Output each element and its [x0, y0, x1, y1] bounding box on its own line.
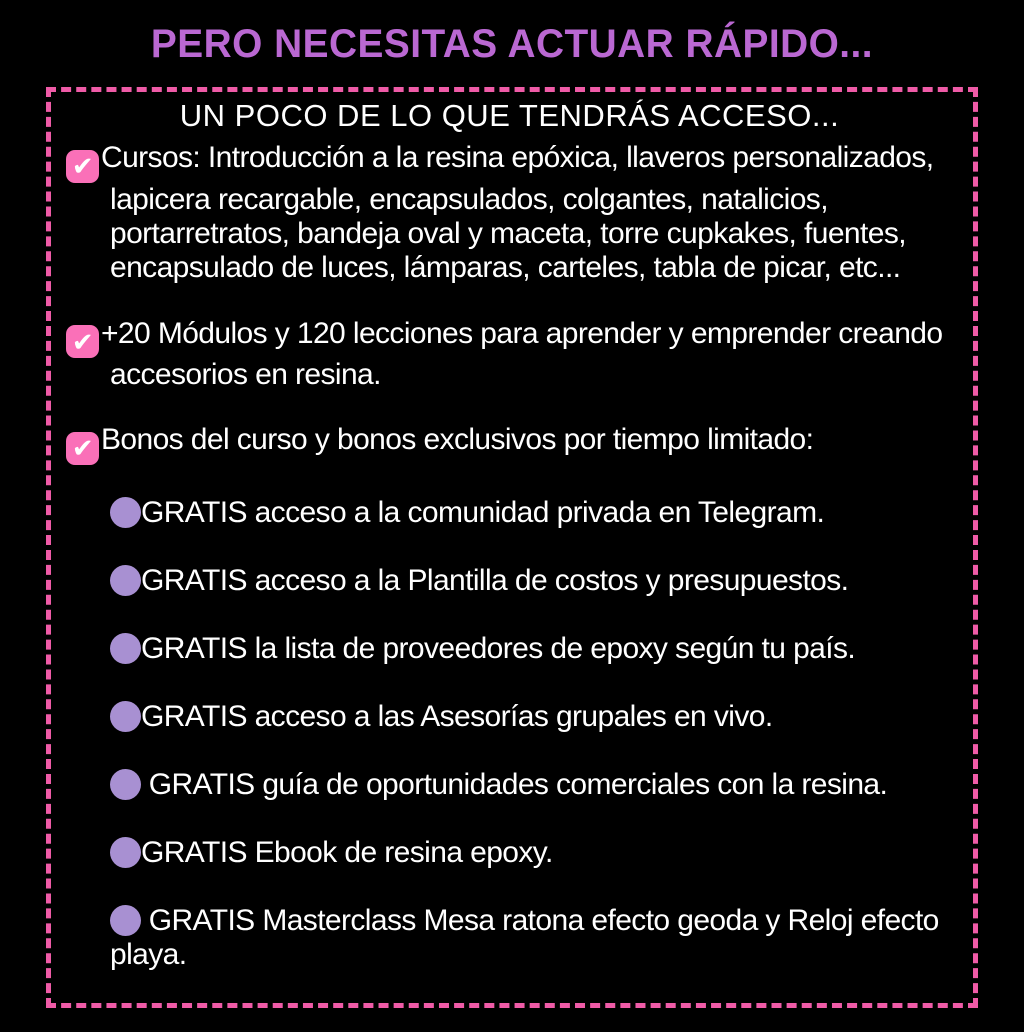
- bonus-item-guia: [110, 768, 963, 802]
- checkbox-check-icon: [66, 150, 99, 183]
- checklist-item-modulos: [56, 317, 963, 393]
- bonus-item-proveedores: [110, 632, 963, 666]
- checklist-item-text: Bonos del curso y bonos exclusivos por tiempo limitado:: [101, 423, 814, 456]
- bonus-item-ebook: [110, 836, 963, 870]
- checklist-item-bonos: [56, 423, 963, 465]
- circle-bullet-icon: [110, 837, 141, 868]
- bonus-item-text: GRATIS guía de oportunidades comerciales con la resina.: [141, 767, 888, 801]
- bonus-item-text: GRATIS Masterclass Mesa ratona efecto geoda y Reloj efecto playa.: [110, 903, 939, 971]
- access-panel: [46, 87, 978, 1008]
- bonus-item-masterclass: [110, 904, 963, 972]
- bonus-item-text: GRATIS Ebook de resina epoxy.: [141, 835, 553, 869]
- bonus-item-text: GRATIS acceso a las Asesorías grupales en vivo.: [141, 699, 773, 733]
- checkbox-check-icon: [66, 432, 99, 465]
- checklist-item-text: Cursos: Introducción a la resina epóxica, llaveros personalizados, lapicera recargable, encapsulados, colgantes, natalicios, portarretratos, bandeja oval y maceta, torre cupkakes, fuentes, encapsulado de luces, lámparas, carteles, tabla de picar, etc...: [101, 141, 934, 284]
- bonus-item-text: GRATIS la lista de proveedores de epoxy según tu país.: [141, 631, 856, 665]
- page-title: PERO NECESITAS ACTUAR RÁPIDO...: [150, 22, 874, 66]
- checkbox-check-icon: [66, 325, 99, 358]
- circle-bullet-icon: [110, 633, 141, 664]
- circle-bullet-icon: [110, 769, 141, 800]
- panel-heading: UN POCO DE LO QUE TENDRÁS ACCESO...: [179, 98, 840, 133]
- bonus-item-asesorias: [110, 700, 963, 734]
- circle-bullet-icon: [110, 497, 141, 528]
- bonus-item-text: GRATIS acceso a la comunidad privada en Telegram.: [141, 495, 825, 529]
- circle-bullet-icon: [110, 701, 141, 732]
- bonus-item-plantilla: [110, 564, 963, 598]
- bonus-item-text: GRATIS acceso a la Plantilla de costos y presupuestos.: [141, 563, 849, 597]
- checklist-item-text: +20 Módulos y 120 lecciones para aprender y emprender creando accesorios en resina.: [101, 316, 943, 391]
- circle-bullet-icon: [110, 905, 141, 936]
- circle-bullet-icon: [110, 565, 141, 596]
- checklist-item-cursos: [56, 141, 963, 285]
- bonus-item-telegram: [110, 496, 963, 530]
